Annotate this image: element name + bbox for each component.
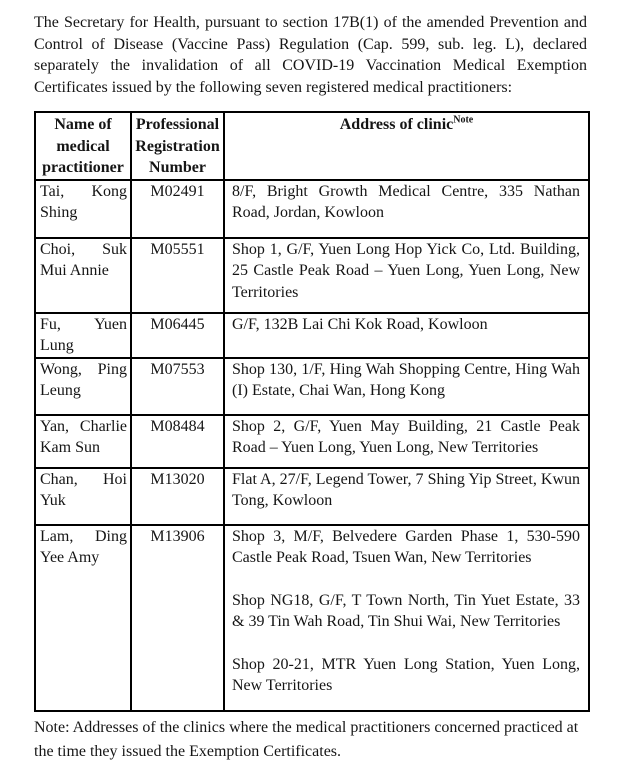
address-paragraph: Shop 130, 1/F, Hing Wah Shopping Centre, Hing Wah (I) Estate, Chai Wan, Hong Kong [232, 360, 580, 399]
header-address-label: Address of clinic [339, 116, 454, 133]
practitioners-table [34, 111, 590, 712]
table-row [35, 313, 589, 358]
table-header-row [35, 112, 589, 180]
header-name-of-practitioner: Name of medical practitioner [35, 112, 131, 180]
address-paragraph: Shop 20-21, MTR Yuen Long Station, Yuen Long, New Territories [232, 655, 580, 694]
address-paragraph: Shop 3, M/F, Belvedere Garden Phase 1, 530-590 Castle Peak Road, Tsuen Wan, New Territories [232, 527, 580, 566]
practitioner-name-cell: Fu, Yuen Lung [35, 313, 131, 358]
header-registration-number: Professional Registration Number [131, 112, 224, 180]
table-row [35, 358, 589, 415]
registration-number-cell: M13906 [131, 525, 224, 711]
address-paragraph: G/F, 132B Lai Chi Kok Road, Kowloon [232, 315, 488, 333]
registration-number-cell: M05551 [131, 238, 224, 313]
clinic-address-cell [224, 180, 589, 238]
practitioner-name-cell: Wong, Ping Leung [35, 358, 131, 415]
address-paragraph: Shop 1, G/F, Yuen Long Hop Yick Co, Ltd. Building, 25 Castle Peak Road – Yuen Long, Yuen Long, New Territories [232, 240, 580, 301]
table-body [35, 180, 589, 711]
practitioner-name-cell: Chan, Hoi Yuk [35, 468, 131, 525]
clinic-address-cell [224, 415, 589, 468]
practitioner-name-cell: Choi, Suk Mui Annie [35, 238, 131, 313]
table-row [35, 468, 589, 525]
clinic-address-cell [224, 468, 589, 525]
address-paragraph: 8/F, Bright Growth Medical Centre, 335 Nathan Road, Jordan, Kowloon [232, 182, 580, 221]
table-row [35, 238, 589, 313]
clinic-address-cell [224, 238, 589, 313]
registration-number-cell: M13020 [131, 468, 224, 525]
address-paragraph: Shop 2, G/F, Yuen May Building, 21 Castle Peak Road – Yuen Long, Yuen Long, New Territories [232, 417, 580, 456]
address-paragraph: Flat A, 27/F, Legend Tower, 7 Shing Yip Street, Kwun Tong, Kowloon [232, 470, 580, 509]
registration-number-cell: M08484 [131, 415, 224, 468]
table-row [35, 525, 589, 711]
table-row [35, 180, 589, 238]
note-paragraph: Note: Addresses of the clinics where the medical practitioners concerned practiced at the time they issued the Exemption Certificates. [34, 718, 579, 760]
practitioner-name-cell: Yan, Charlie Kam Sun [35, 415, 131, 468]
clinic-address-cell [224, 358, 589, 415]
address-paragraph: Shop NG18, G/F, T Town North, Tin Yuet Estate, 33 & 39 Tin Wah Road, Tin Shui Wai, New Territories [232, 591, 580, 630]
header-address-note-superscript: Note [453, 114, 474, 126]
registration-number-cell: M06445 [131, 313, 224, 358]
registration-number-cell: M02491 [131, 180, 224, 238]
practitioner-name-cell: Lam, Ding Yee Amy [35, 525, 131, 711]
practitioner-name-cell: Tai, Kong Shing [35, 180, 131, 238]
header-address-of-clinic [224, 112, 589, 180]
clinic-address-cell [224, 525, 589, 711]
clinic-address-cell [224, 313, 589, 358]
table-row [35, 415, 589, 468]
intro-paragraph: The Secretary for Health, pursuant to section 17B(1) of the amended Prevention and Control of Disease (Vaccine Pass) Regulation (Cap. 599, sub. leg. L), declared separately the invalidation of all COVID-19 Vaccination Medical Exemption Certificates issued by the following seven registered medical practitioners: [34, 14, 587, 96]
registration-number-cell: M07553 [131, 358, 224, 415]
